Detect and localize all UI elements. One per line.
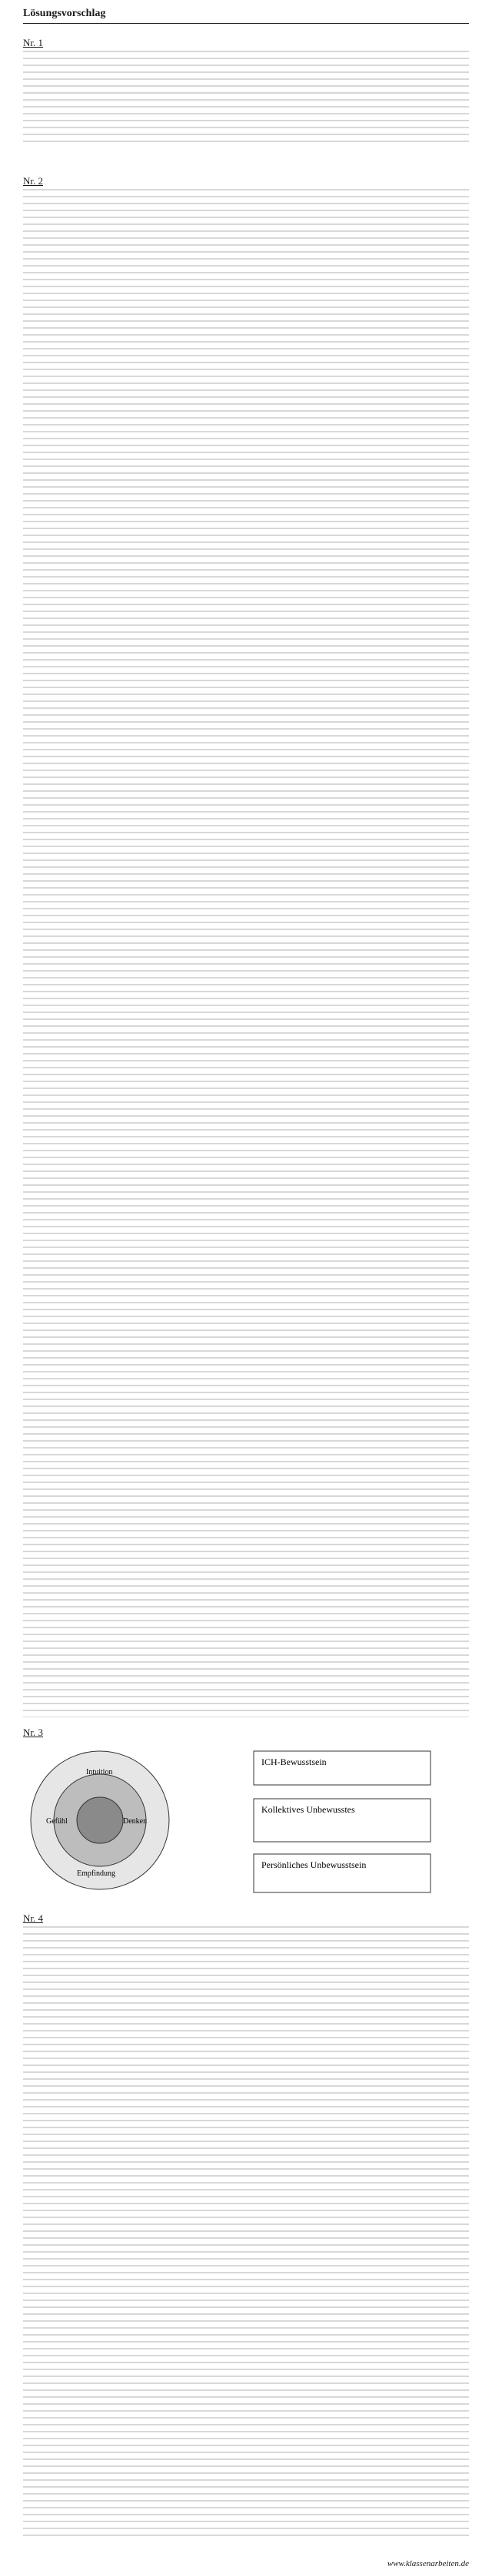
diagram-label-gefuehl: Gefühl <box>46 1817 68 1826</box>
diagram-label-denken: Denken <box>123 1817 148 1826</box>
task-1-text <box>23 51 469 143</box>
task-2-text <box>23 189 469 1717</box>
document-title-bar <box>23 6 469 24</box>
diagram-label-kollektiv: Kollektives Unbewusstes <box>261 1804 355 1815</box>
task-heading-1: Nr. 1 <box>23 37 43 48</box>
task-heading-2: Nr. 2 <box>23 175 43 187</box>
diagram-label-persoenlich: Persönliches Unbewusstsein <box>261 1859 367 1870</box>
document-title: Lösungsvorschlag <box>23 8 106 19</box>
diagram-label-empfindung: Empfindung <box>77 1869 115 1878</box>
task-4-text <box>23 1926 469 2541</box>
footer-url: www.klassenarbeiten.de <box>387 2559 469 2568</box>
diagram-label-intuition: Intuition <box>86 1768 113 1776</box>
task-heading-4: Nr. 4 <box>23 1912 43 1924</box>
self-structure-diagram <box>23 1743 469 1897</box>
task-heading-3: Nr. 3 <box>23 1727 43 1738</box>
diagram-label-ich: ICH-Bewusstsein <box>261 1757 327 1767</box>
